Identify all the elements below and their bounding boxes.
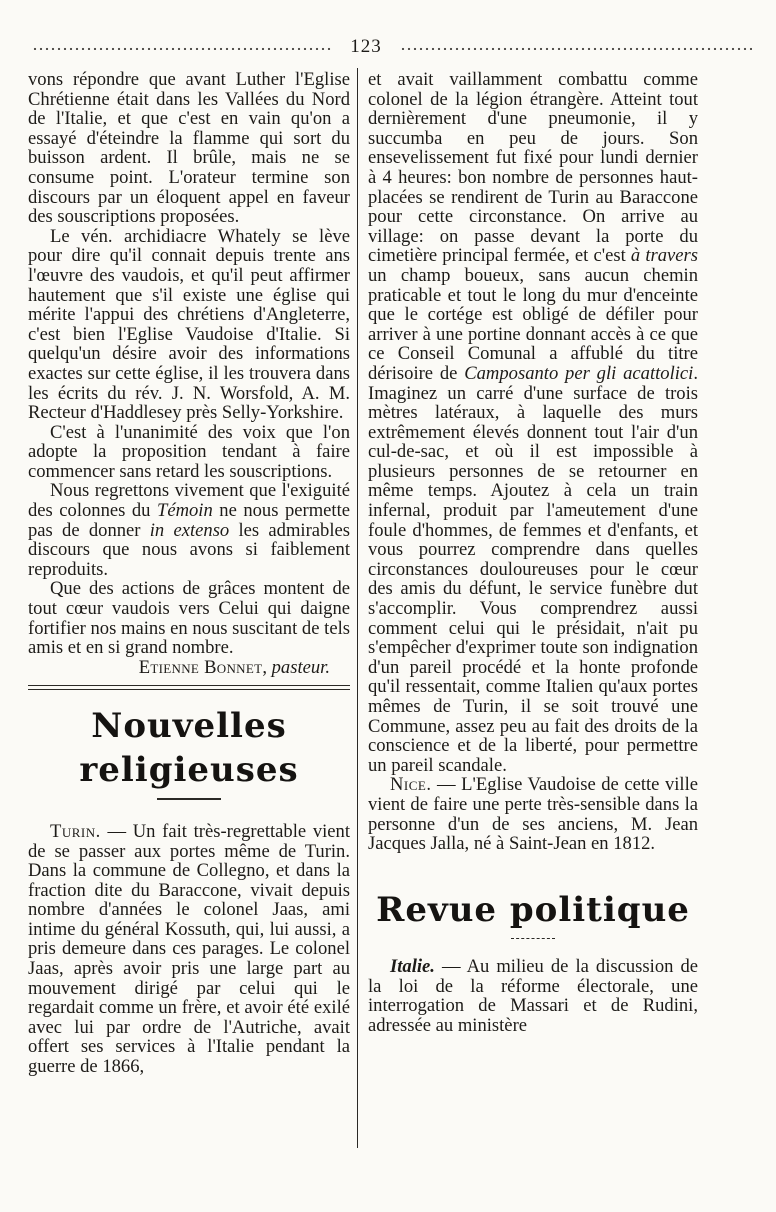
header-ornament-right: [400, 46, 752, 50]
italic-a-travers: à travers: [630, 245, 699, 267]
paragraph-turin: Turin. — Un fait très-regrettable vient de se passer aux portes même de Turin. Dans la commune de Collegno, et dans la fraction dite du Baraccone, vivait depuis nombre d'années le colonel Jaas, ami intime du général Kossuth, qui, lui aussi, a pris demeure dans ces parages. Le colonel Jaas, après avoir pris une large part au mouvement dirigé par celui qui le regardait comme un frère, et avoir été exilé avec lui par ordre de l'Autriche, avait offert ses services à l'Italie pendant la guerre de 1866,: [28, 820, 350, 1078]
italic-camposanto: Camposanto per gli acattolici: [464, 362, 694, 384]
lead-turin: Turin.: [50, 820, 101, 842]
column-divider: [357, 68, 358, 1148]
header-ornament-left: [32, 46, 332, 50]
page-header: [32, 36, 752, 60]
italic-in-extenso: in extenso: [149, 519, 230, 541]
paragraph-italie: Italie. — Au milieu de la discussion de la loi de la réforme électorale, une interrogation de Massari et de Rudini, adressée au ministère: [368, 956, 698, 1037]
left-column: [28, 70, 350, 1077]
paragraph-luther: vons répondre que avant Luther l'Eglise Chrétienne était dans les Vallées du Nord de l'Italie, et que c'est en vain qu'on a essayé d'éteindre la flamme qui sort du buisson ardent. Il brûle, mais ne se consume point. L'orateur termine son discours par un éloquent appel en faveur des souscriptions proposées.: [28, 69, 350, 228]
lead-italie: Italie.: [390, 956, 435, 978]
paragraph-nice: Nice. — L'Eglise Vaudoise de cette ville vient de faire une perte très-sensible dans la personne d'un de ses anciens, M. Jean Jacques Jalla, né à Saint-Jean en 1812.: [368, 774, 698, 855]
right-column: [368, 70, 698, 1036]
lead-nice: Nice.: [390, 774, 432, 796]
section-separator: [28, 685, 350, 690]
title-underline-dash: [511, 938, 555, 940]
signature-role: pasteur.: [271, 656, 330, 678]
italic-temoin: Témoin: [156, 500, 213, 522]
section-title-nouvelles: Nouvelles religieuses: [79, 706, 299, 791]
spacer: [368, 854, 698, 888]
title-underline: [157, 798, 221, 800]
page-number: 123: [350, 36, 382, 57]
paragraph-whately: Le vén. archidiacre Whately se lève pour dire qu'il connait depuis trente ans l'œuvre des vaudois, et qu'il peut affirmer hautement que s'il existe une église qui mérite l'appui des chrétiens d'Angleterre, c'est bien l'Eglise Vaudoise d'Italie. Si quelqu'un désire avoir des informations exactes sur cette église, il les trouvera dans les écrits du rév. J. N. Worsfold, A. M. Recteur d'Haddlesey près Selly-Yorkshire.: [28, 225, 350, 424]
signature: Etienne Bonnet, pasteur.: [138, 656, 330, 678]
paragraph-colonel: et avait vaillamment combattu comme colonel de la légion étrangère. Atteint tout dernièrement d'une pneumonie, il y succumba en peu de jours. Son ensevelissement fut fixé pour lundi dernier à 4 heures: bon nombre de personnes haut-placées se rendirent de Turin au Baraccone pour cette circonstance. On arrive au village: on passe devant la porte du cimetière principal fermée, et c'est à travers un champ boueux, sans aucun chemin praticable et tout le long du mur d'enceinte que le cortége est obligé de défiler pour arriver à une portine donnant accès à ce que ce Conseil Comunal a affublé du titre dérisoire de Camposanto per gli acattolici. Imaginez un carré d'une surface de trois mètres latéraux, à laquelle des murs extrêmement élevés donnent tout l'air d'un cul-de-sac, et où il est impossible à plusieurs personnes de se retourner en même temps. Ajoutez à cela un train infernal, produit par l'ameutement d'une foule d'hommes, de femmes et d'enfants, et vous pourrez comprendre dans quelles circonstances douloureuses pour le cœur des amis du défunt, le service funèbre dut s'accomplir. Vous comprendrez aussi comment celui qui le présidait, n'ait pu s'empêcher d'exprimer toute son indignation d'un pareil procédé et la honte profonde qu'il ressentait, comme Italien qu'aux portes mêmes de Turin, il se soit trouvé une Commune, assez peu au fait des droits de la conscience et de la liberté, pour permettre un pareil scandale.: [368, 69, 699, 776]
paragraph-unanimite: C'est à l'unanimité des voix que l'on adopte la proposition tendant à faire commencer sans retard les souscriptions.: [28, 421, 350, 482]
section-title-revue: Revue politique: [376, 889, 690, 930]
signature-name: Etienne Bonnet: [138, 656, 263, 678]
paragraph-regrets: Nous regrettons vivement que l'exiguité des colonnes du Témoin ne nous permette pas de donner in extenso les admirables discours que nous avons si faiblement reproduits.: [28, 480, 350, 580]
paragraph-actions-de-graces: Que des actions de grâces montent de tout cœur vaudois vers Celui qui daigne fortifier nos mains en nous suscitant de tels amis et en si grand nombre.: [28, 578, 350, 659]
